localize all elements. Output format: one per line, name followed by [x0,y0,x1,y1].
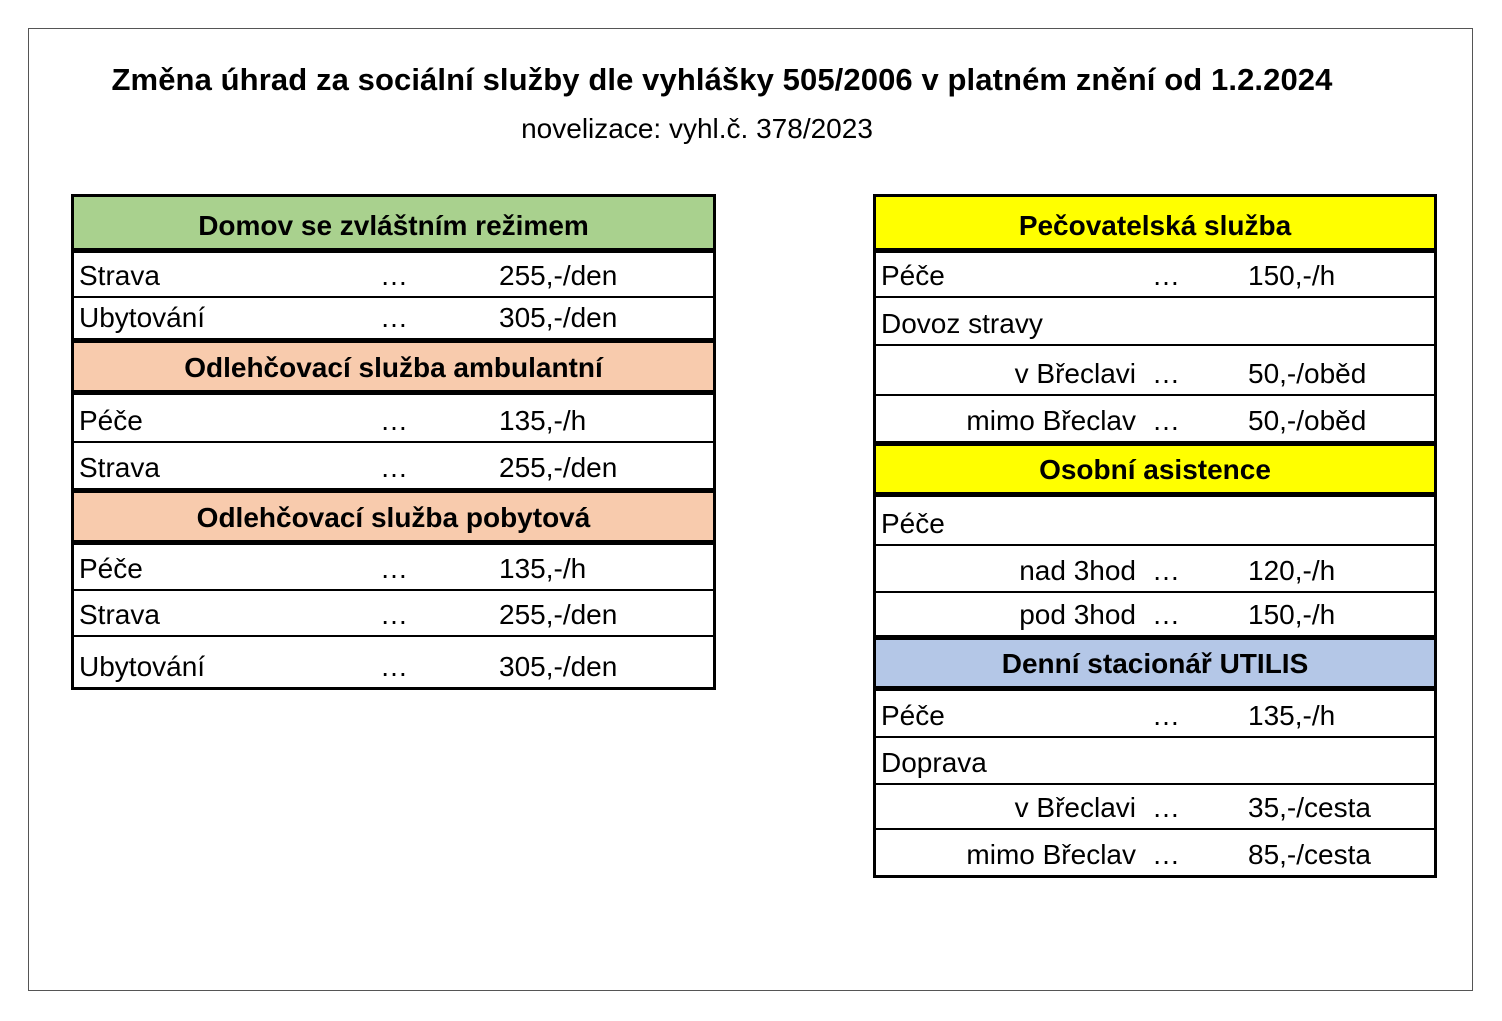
table-row: Strava … 255,-/den [74,591,713,637]
page-subtitle: novelizace: vyhl.č. 378/2023 [521,113,873,144]
table-row: Doprava [876,738,1434,785]
section-heading-odlehcovaci-pobytova: Odlehčovací služba pobytová [74,493,713,545]
table-row: v Břeclavi … 50,-/oběd [876,346,1434,396]
section-heading-denni-stacionar: Denní stacionář UTILIS [876,640,1434,691]
right-price-table [873,194,1437,878]
table-row: Strava … 255,-/den [74,253,713,298]
table-row: nad 3hod … 120,-/h [876,546,1434,593]
left-price-table [71,194,716,690]
table-row: Ubytování … 305,-/den [79,651,618,682]
table-row: Péče … 150,-/h [876,253,1434,298]
page-title: Změna úhrad za sociální služby dle vyhlášky 505/2006 v platném znění od 1.2.2024 [111,62,1333,97]
table-row: Péče [876,497,1434,546]
table-row: mimo Břeclav … 50,-/oběd [876,396,1434,446]
section-heading-osobni-asistence: Osobní asistence [876,446,1434,497]
table-row: mimo Břeclav … 85,-/cesta [966,839,1371,870]
table-row: Péče … 135,-/h [876,691,1434,738]
table-row: v Břeclavi … 35,-/cesta [876,785,1434,830]
table-row: Dovoz stravy [876,298,1434,346]
table-row: pod 3hod … 150,-/h [876,593,1434,640]
table-row: Ubytování … 305,-/den [74,298,713,343]
table-row: Péče … 135,-/h [74,395,713,443]
table-row: Péče … 135,-/h [74,545,713,591]
section-heading-odlehcovaci-ambulantni: Odlehčovací služba ambulantní [74,343,713,395]
table-row: Strava … 255,-/den [74,443,713,493]
section-heading-domov: Domov se zvláštním režimem [74,197,713,253]
section-heading-pecovatelska: Pečovatelská služba [876,197,1434,253]
